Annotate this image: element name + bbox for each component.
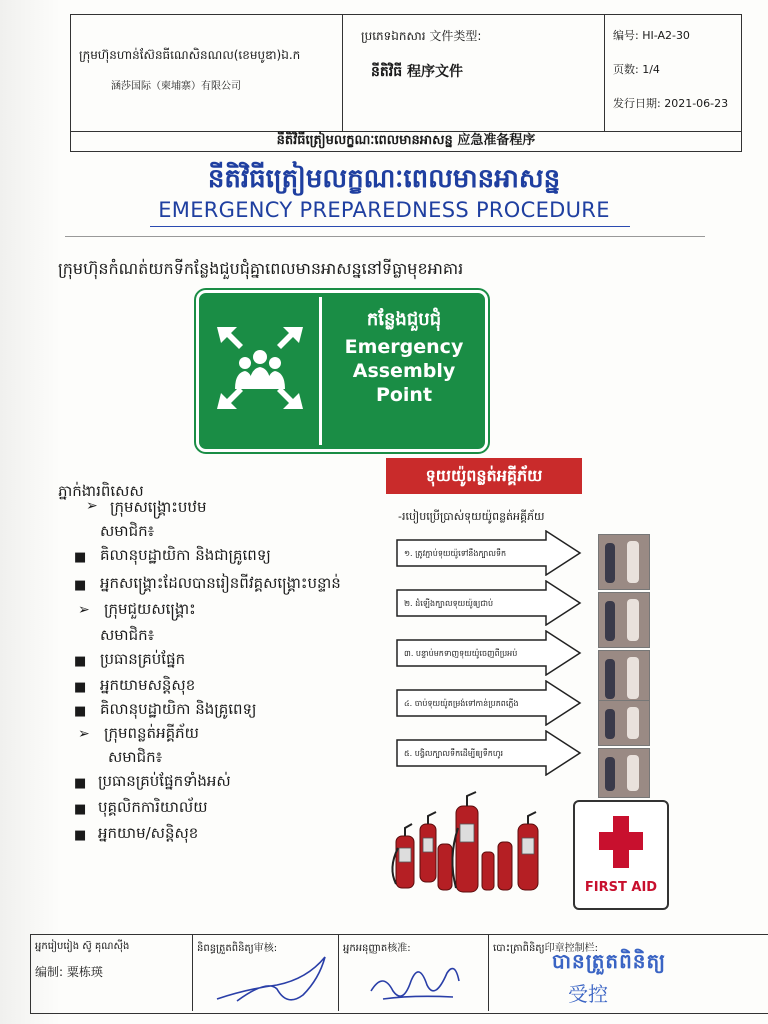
sign-line-2: Assembly [352,360,456,382]
first-aid-sign [573,800,669,910]
issue-date: 发行日期: 2021-06-23 [613,97,729,110]
square-bullet-icon: ■ [74,578,87,593]
member-item: គិលានុបដ្ឋាយិកា និងជាគ្រូពេទ្យ [100,546,271,564]
team-name: ក្រុមពន្លត់អគ្គីភ័យ [104,724,199,742]
meta-cell [605,15,741,131]
special-agents-heading: ភ្នាក់ងារពិសេស [58,482,144,500]
header-subtitle: នីតិវិធីត្រៀមលក្ខណៈពេលមានអាសន្ន 应急准备程序 [71,131,741,151]
prepared-value: 编制: 粟栋瑛 [35,965,103,979]
square-bullet-icon: ■ [74,680,87,695]
team-name: ក្រុមជួយសង្គ្រោះ [104,600,196,618]
sign-line-3: Point [375,384,433,406]
step-photo [598,748,650,798]
square-bullet-icon: ■ [74,802,87,817]
doctype-label: ប្រភេទឯកសារ 文件类型: [361,29,482,43]
approved-cell [339,935,489,1011]
square-bullet-icon: ■ [74,704,87,719]
square-bullet-icon: ■ [74,654,87,669]
sign-text-km: កន្លែងជួបជុំ [366,309,442,330]
sign-line-1: Emergency [344,336,464,358]
controlled-stamp-cn: 受控 [568,982,608,1006]
title-en: EMERGENCY PREPAREDNESS PROCEDURE [158,198,610,222]
member-item: បុគ្គលិកការិយាល័យ [98,798,208,816]
intro-text: ក្រុមហ៊ុនកំណត់យកទីកន្លែងជួបជុំគ្នាពេលមានអាសន្ននៅទីធ្លាមុខអាគារ [58,259,464,278]
fire-extinguishers-icon [386,788,548,896]
member-item: ប្រធានគ្រប់ផ្នែកទាំងអស់ [98,772,231,790]
company-cell [71,15,343,131]
step-text: ៣. បន្ទាប់មកទាញទុយយ៉ូចេញពីប្រអប់ [404,649,518,658]
header-table [70,14,742,152]
square-bullet-icon: ■ [74,776,87,791]
controlled-stamp-km: បានត្រួតពិនិត្យ [552,949,667,973]
first-aid-cross-icon [599,814,643,870]
first-aid-text: FIRST AID [584,880,658,895]
prepared-label: អ្នករៀបរៀង ស៊ូ គុណស៊ីង [35,941,130,952]
square-bullet-icon: ■ [74,550,87,565]
step-photo [598,650,650,706]
members-label: សមាជិក៖ [108,748,163,766]
member-item: អ្នកសង្គ្រោះដែលបានរៀនពីវគ្គសង្គ្រោះបន្ទាន់ [100,574,341,592]
square-bullet-icon: ■ [74,828,87,843]
doctype-cell [343,15,605,131]
doctype-value: នីតិវិធី 程序文件 [371,64,463,80]
step-text: ៥. បង្វិលក្បាលទឹកដើម្បីឲ្យទឹកហូរ [404,749,504,758]
step-photo [598,534,650,590]
approved-label: អ្នកអនុញ្ញាត核准: [343,943,411,954]
approver-signature [363,951,473,1009]
step-text: ១. ត្រូវភ្ជាប់ទុយយ៉ូទៅនឹងក្បាលទឹក [404,549,507,558]
step-text: ២. ដំឡើងក្បាលទុយយ៉ូឲ្យជាប់ [404,599,494,608]
step-text: ៤. ចាប់ទុយយ៉ូតម្រង់ទៅកាន់ប្រភពភ្លើង [404,699,519,708]
how-to-heading: -របៀបប្រើប្រាស់ទុយយ៉ូពន្លត់អគ្គីភ័យ [398,510,545,523]
assembly-point-sign [196,290,488,452]
sign-text-en [327,335,481,407]
reviewed-cell [193,935,339,1011]
reviewed-label: និពន្ធត្រួតពិនិត្យ审核: [197,943,278,954]
member-item: អ្នកយាមសន្តិសុខ [100,676,196,694]
title-underline [150,226,630,227]
member-item: អ្នកយាម/សន្តិសុខ [98,824,199,842]
step-photo [598,592,650,648]
stamp-label: បោះត្រាពិនិត្យ印章控制栏: [493,943,598,954]
member-item: ប្រធានគ្រប់ផ្នែក [100,650,186,668]
members-label: សមាជិក៖ [100,626,155,644]
company-name-cn: 涵莎国际（柬埔寨）有限公司 [111,81,241,92]
step-photo [598,700,650,746]
members-label: សមាជិក៖ [100,522,155,540]
company-name-km: ក្រុមហ៊ុនហាន់ស៊ែនធីណេសិនណល(ខេមបូឌា)ឯ.ក [79,48,301,62]
title-km: នីតិវិធីត្រៀមលក្ខណៈពេលមានអាសន្ន [207,164,561,194]
arrow-bullet-icon: ➢ [86,498,98,514]
arrow-bullet-icon: ➢ [78,726,90,742]
fire-hose-banner: ទុយយ៉ូពន្លត់អគ្គីភ័យ [386,458,582,494]
page-count: 页数: 1/4 [613,63,660,76]
reviewer-signature [207,949,337,1009]
doc-number: 编号: HI-A2-30 [613,29,690,42]
team-name: ក្រុមសង្គ្រោះបឋម [110,498,207,516]
scan-edge [0,0,60,1024]
assembly-people-icon [203,297,317,445]
divider [65,236,705,237]
arrow-bullet-icon: ➢ [78,602,90,618]
prepared-cell [31,935,193,1011]
member-item: គិលានុបដ្ឋាយិកា និងគ្រូពេទ្យ [100,700,257,718]
sign-divider [319,297,322,445]
